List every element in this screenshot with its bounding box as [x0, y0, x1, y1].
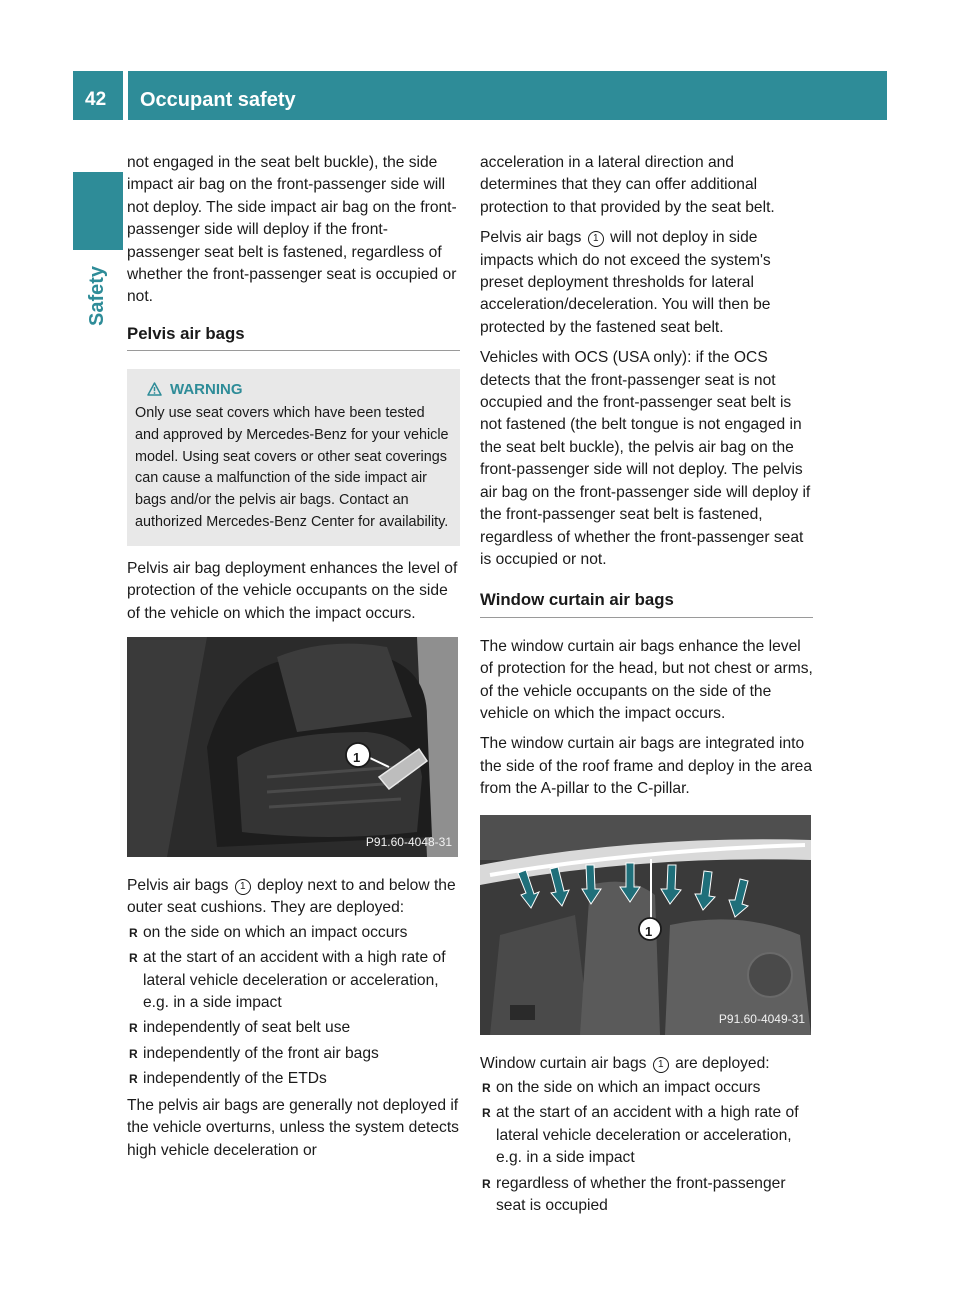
warning-box — [127, 369, 460, 546]
figure-code: P91.60-4049-31 — [718, 1012, 805, 1027]
continuation-paragraph: acceleration in a lateral direction and determines that they can offer additional protection to that provided by the seat belt. — [480, 154, 775, 216]
list-item: R regardless of whether the front-passenger seat is occupied — [480, 1173, 813, 1218]
pelvis-airbag-figure — [127, 637, 458, 857]
side-tab-block — [73, 172, 123, 250]
curtain-bullet-list — [480, 1077, 813, 1217]
list-item: R independently of the front air bags — [127, 1043, 460, 1065]
left-column — [127, 152, 460, 1170]
curtain-integration: The window curtain air bags are integrated into the side of the roof frame and deploy in the area from the A-pillar to the C-pillar. — [480, 735, 813, 798]
callout-marker: 1 — [588, 231, 604, 247]
caption-lead: Pelvis air bags — [127, 877, 229, 895]
page-number-box — [73, 71, 123, 120]
seat-illustration — [127, 637, 458, 857]
pelvis-intro: Pelvis air bag deployment enhances the level of protection of the vehicle occupants on the side of the vehicle on which the impact occurs. — [127, 559, 458, 622]
list-item: R independently of the ETDs — [127, 1068, 460, 1090]
warning-title-text: WARNING — [170, 381, 243, 399]
threshold-text: will not deploy in side impacts which do not exceed the system's preset deployment thresholds for lateral acceleration/deceleration. You will then be protected by the fastened seat belt. — [480, 229, 771, 336]
warning-text: Only use seat covers which have been tested and approved by Mercedes-Benz for your vehicle model. Using seat covers or other seat coverings can cause a malfunction of the side impact air bags and/or the pelvis air bags. Contact an authorized Mercedes-Benz Center for availability. — [135, 405, 449, 531]
curtain-intro: The window curtain air bags enhance the level of protection for the head, but not chest or arms, of the vehicle occupants on the side of the vehicle on which the impact occurs. — [480, 637, 813, 722]
curtain-heading: Window curtain air bags — [480, 589, 813, 617]
list-item: R independently of seat belt use — [127, 1017, 460, 1039]
warning-icon — [147, 382, 162, 396]
pelvis-overturn-paragraph: The pelvis air bags are generally not deployed if the vehicle overturns, unless the system detects high vehicle deceleration or — [127, 1096, 459, 1159]
warning-title — [135, 379, 452, 401]
caption-lead: Window curtain air bags — [480, 1054, 647, 1072]
pelvis-heading: Pelvis air bags — [127, 323, 460, 351]
caption-text: deploy next to and below the outer seat cushions. They are deployed: — [127, 877, 456, 917]
side-tab-label: Safety — [86, 265, 108, 326]
intro-paragraph: not engaged in the seat belt buckle), the side impact air bag on the front-passenger side will not deploy. The side impact air bag on the front-passenger side will deploy if the front-passenger seat belt is fastened, regardless of whether the front-passenger seat is occupied or not. — [127, 154, 457, 306]
figure-code: P91.60-4048-31 — [365, 834, 452, 849]
section-header — [128, 71, 887, 120]
list-item: R on the side on which an impact occurs — [480, 1077, 813, 1099]
figure-marker: 1 — [353, 750, 361, 766]
curtain-airbag-figure — [480, 815, 811, 1035]
list-item: R at the start of an accident with a high rate of lateral vehicle deceleration or acceleration, e.g. in a side impact — [480, 1102, 813, 1169]
curtain-caption — [480, 1053, 813, 1075]
pelvis-bullet-list — [127, 922, 460, 1091]
deploy-threshold-paragraph — [480, 227, 813, 339]
callout-marker: 1 — [653, 1057, 669, 1073]
ocs-paragraph: Vehicles with OCS (USA only): if the OCS detects that the front-passenger seat is not occupied and the front-passenger seat belt is not fastened (the belt tongue is not engaged in the seat belt buckle), the pelvis air bag on the front-passenger side will not deploy. The pelvis air bag on the front-passenger side will deploy if the front-passenger seat belt is fastened, regardless of whether the front-passenger seat is occupied or not. — [480, 349, 811, 568]
section-title: Occupant safety — [140, 89, 296, 111]
threshold-lead: Pelvis air bags — [480, 229, 582, 247]
figure-marker: 1 — [645, 923, 653, 939]
side-tab — [86, 260, 112, 350]
page-number: 42 — [85, 89, 107, 110]
list-item: R on the side on which an impact occurs — [127, 922, 460, 944]
list-item: R at the start of an accident with a high rate of lateral vehicle deceleration or acceleration, e.g. in a side impact — [127, 947, 460, 1014]
callout-marker: 1 — [235, 879, 251, 895]
right-column — [480, 152, 813, 1221]
pelvis-caption — [127, 875, 460, 920]
caption-text: are deployed: — [675, 1054, 770, 1072]
